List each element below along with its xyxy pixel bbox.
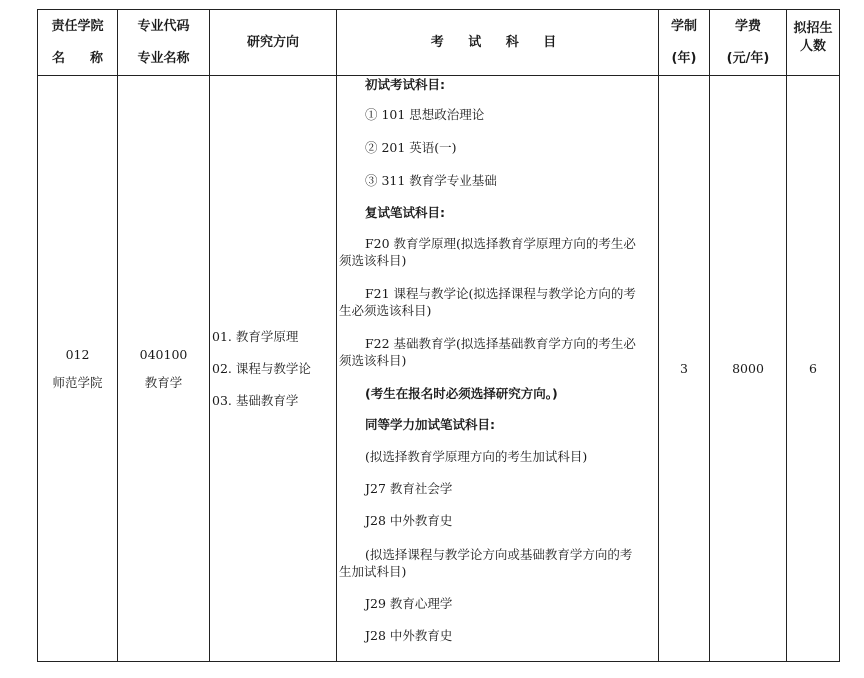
direction-item: 01. 教育学原理 [212, 328, 299, 344]
duration-cell: 3 [659, 76, 710, 662]
extra-subject: J28 中外教育史 [365, 513, 453, 528]
header-row [38, 10, 840, 76]
extra-exam-title: 同等学力加试笔试科目: [365, 417, 495, 432]
direction-note: (考生在报名时必须选择研究方向。) [365, 386, 558, 401]
college-cell [38, 76, 118, 662]
retest-subject-f21: F21 课程与教学论(拟选择课程与教学论方向的考 [365, 286, 636, 301]
retest-subject-f20: F20 教育学原理(拟选择教育学原理方向的考生必 [365, 236, 636, 251]
header-major-line1: 专业代码 [137, 18, 190, 34]
initial-exam-title: 初试考试科目: [365, 77, 445, 92]
retest-subject-f20-cont: 须选该科目) [339, 253, 407, 268]
extra-note: (拟选择教育学原理方向的考生加试科目) [365, 449, 588, 464]
header-fee-line1: 学费 [734, 18, 761, 34]
extra-subject: J29 教育心理学 [365, 596, 453, 611]
retest-exam-title: 复试笔试科目: [365, 205, 445, 220]
exam-subject: ② 201 英语(一) [365, 140, 457, 155]
extra-subject: J28 中外教育史 [365, 628, 453, 643]
major-name: 教育学 [144, 374, 183, 390]
header-major [118, 10, 210, 76]
header-duration-line2: (年) [671, 50, 697, 66]
header-exam-label: 考 试 科 目 [430, 35, 565, 50]
retest-subject-f22: F22 基础教育学(拟选择基础教育学方向的考生必 [365, 336, 636, 351]
header-major-line2: 专业名称 [137, 50, 190, 66]
college-name: 师范学院 [52, 374, 103, 390]
program-table [37, 9, 840, 662]
header-duration-line1: 学制 [670, 18, 697, 34]
extra-note-cont: 生加试科目) [339, 564, 407, 579]
retest-subject-f22-cont: 须选该科目) [339, 353, 407, 368]
header-fee-line2: (元/年) [726, 50, 770, 66]
direction-item: 03. 基础教育学 [212, 392, 299, 408]
enrollment-cell: 6 [787, 76, 840, 662]
header-college-line2a: 名 [52, 50, 66, 66]
direction-cell [210, 76, 337, 662]
major-cell [118, 76, 210, 662]
extra-note: (拟选择课程与教学论方向或基础教育学方向的考 [365, 547, 633, 562]
header-college [38, 10, 118, 76]
major-code: 040100 [139, 346, 188, 362]
program-row [38, 76, 840, 662]
header-duration [659, 10, 710, 76]
header-exam [337, 10, 659, 76]
header-enroll-line2: 人数 [799, 39, 826, 54]
college-code: 012 [65, 346, 90, 362]
header-college-line2b: 称 [89, 50, 103, 66]
exam-cell [337, 76, 659, 662]
retest-subject-f21-cont: 生必须选该科目) [339, 303, 432, 318]
extra-subject: J27 教育社会学 [365, 481, 453, 496]
exam-subject: ③ 311 教育学专业基础 [365, 173, 497, 188]
header-direction: 研究方向 [210, 10, 337, 76]
fee-cell: 8000 [710, 76, 787, 662]
exam-subject: ① 101 思想政治理论 [365, 107, 485, 122]
header-enroll-line1: 拟招生 [793, 21, 833, 36]
header-enrollment [787, 10, 840, 76]
header-fee [710, 10, 787, 76]
header-college-line1: 责任学院 [51, 18, 104, 34]
direction-item: 02. 课程与教学论 [212, 360, 311, 376]
